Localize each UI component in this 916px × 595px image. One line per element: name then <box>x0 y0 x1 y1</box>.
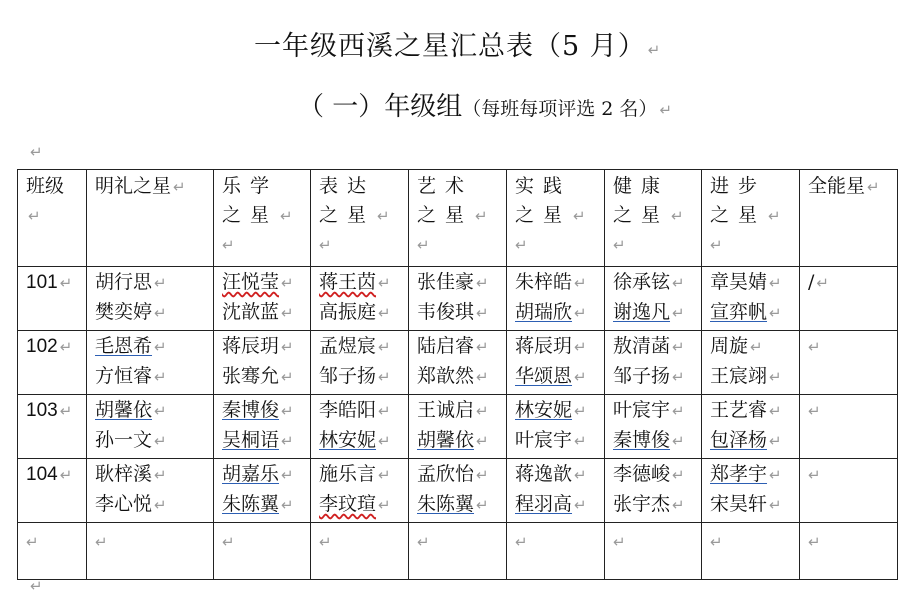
table-header-cell: 乐学之星 ↵ ↵ <box>214 170 311 267</box>
table-header-cell: 班级↵ <box>18 170 87 267</box>
student-name: 宣弈帆 ↵ <box>710 301 782 323</box>
student-name: 韦俊琪 ↵ <box>417 301 489 323</box>
table-cell <box>311 267 409 331</box>
empty-cell: ↵ <box>311 523 409 580</box>
student-name: 谢逸凡 ↵ <box>613 301 685 323</box>
student-name: 方恒睿 ↵ <box>95 365 167 387</box>
table-cell <box>214 459 311 523</box>
table-cell: ↵ <box>800 331 898 395</box>
empty-cell: ↵ <box>87 523 214 580</box>
page-title: 一年级西溪之星汇总表（5 月） ↵ <box>254 31 662 62</box>
class-cell: 103 ↵ <box>18 395 87 459</box>
table-row <box>18 395 898 459</box>
table-cell <box>409 395 507 459</box>
student-name: 沈歆蓝 ↵ <box>222 301 294 323</box>
student-name: 邹子扬 ↵ <box>319 365 391 387</box>
student-name: / ↵ <box>808 271 829 293</box>
student-name: 蒋逸歆 ↵ <box>515 463 587 485</box>
student-name: 章昊婧 ↵ <box>710 271 782 293</box>
table-cell <box>507 395 605 459</box>
student-name: 王艺睿 ↵ <box>710 399 782 421</box>
empty-cell: ↵ <box>702 523 800 580</box>
student-name: 孟煜宸 ↵ <box>319 335 391 357</box>
student-name: 吴桐语 ↵ <box>222 429 294 451</box>
student-name: 叶宸宇 ↵ <box>613 399 685 421</box>
paragraph-mark: ↵ <box>647 41 662 59</box>
student-name: 樊奕婷 ↵ <box>95 301 167 323</box>
student-name: 毛恩希 ↵ <box>95 335 167 357</box>
subtitle-note: （每班每项评选 2 名） <box>462 98 658 120</box>
table-header-cell: 表达之星 ↵ ↵ <box>311 170 409 267</box>
table-row <box>18 331 898 395</box>
table-header-cell: 进步之星 ↵ ↵ <box>702 170 800 267</box>
student-name: 华颂恩 ↵ <box>515 365 587 387</box>
class-cell: 102 ↵ <box>18 331 87 395</box>
student-name: 程羽高 ↵ <box>515 493 587 515</box>
student-name: 宋昊轩 ↵ <box>710 493 782 515</box>
student-name: 郑歆然 ↵ <box>417 365 489 387</box>
table-row <box>18 267 898 331</box>
page-subtitle: （ 一）年级组（每班每项评选 2 名） ↵ <box>298 92 673 122</box>
student-name: 叶宸宇 ↵ <box>515 429 587 451</box>
student-name: 胡馨依 ↵ <box>417 429 489 451</box>
table-cell <box>311 395 409 459</box>
empty-cell: ↵ <box>507 523 605 580</box>
student-name: 林安妮 ↵ <box>515 399 587 421</box>
student-name: 李心悦 ↵ <box>95 493 167 515</box>
table-cell <box>507 267 605 331</box>
table-cell <box>214 267 311 331</box>
student-name: 施乐言 ↵ <box>319 463 391 485</box>
table-cell <box>605 395 702 459</box>
student-name: 张宇杰 ↵ <box>613 493 685 515</box>
student-name: 汪悦莹 ↵ <box>222 271 294 293</box>
student-name: 蒋辰玥 ↵ <box>222 335 294 357</box>
paragraph-mark: ↵ <box>659 101 673 119</box>
empty-cell: ↵ <box>409 523 507 580</box>
table-cell <box>409 267 507 331</box>
student-name: 李德峻 ↵ <box>613 463 685 485</box>
student-name: 胡嘉乐 ↵ <box>222 463 294 485</box>
table-header-cell: 实践之星 ↵ ↵ <box>507 170 605 267</box>
table-cell <box>409 459 507 523</box>
table-row <box>18 459 898 523</box>
student-name: 蒋辰玥 ↵ <box>515 335 587 357</box>
table-cell <box>87 267 214 331</box>
student-name: 朱陈翼 ↵ <box>417 493 489 515</box>
table-cell <box>311 331 409 395</box>
table-cell <box>87 331 214 395</box>
empty-cell: ↵ <box>605 523 702 580</box>
table-header-cell: 健康之星 ↵ ↵ <box>605 170 702 267</box>
empty-cell: ↵ <box>800 523 898 580</box>
student-name: 朱陈翼 ↵ <box>222 493 294 515</box>
student-name: 张佳豪 ↵ <box>417 271 489 293</box>
student-name: 朱梓皓 ↵ <box>515 271 587 293</box>
table-cell <box>311 459 409 523</box>
student-name: 周旋 ↵ <box>710 335 763 357</box>
class-cell: 101 ↵ <box>18 267 87 331</box>
student-name: 胡行思 ↵ <box>95 271 167 293</box>
empty-cell: ↵ <box>214 523 311 580</box>
student-name: 林安妮 ↵ <box>319 429 391 451</box>
table-cell <box>702 267 800 331</box>
student-name: 王宸翊 ↵ <box>710 365 782 387</box>
summary-table <box>17 169 898 580</box>
class-cell: 104 ↵ <box>18 459 87 523</box>
student-name: 高振庭 ↵ <box>319 301 391 323</box>
student-name: 包泽杨 ↵ <box>710 429 782 451</box>
student-name: 孙一文 ↵ <box>95 429 167 451</box>
table-cell: ↵ <box>800 395 898 459</box>
table-cell <box>87 459 214 523</box>
table-header-cell: 全能星 ↵ <box>800 170 898 267</box>
student-name: 胡瑞欣 ↵ <box>515 301 587 323</box>
empty-paragraph: ↵ <box>30 143 43 161</box>
table-cell <box>800 267 898 331</box>
student-name: 王诚启 ↵ <box>417 399 489 421</box>
table-header-cell: 艺术之星 ↵ ↵ <box>409 170 507 267</box>
table-header-cell: 明礼之星 ↵ <box>87 170 214 267</box>
empty-paragraph: ↵ <box>30 577 43 595</box>
table-cell <box>214 395 311 459</box>
student-name: 敖清菡 ↵ <box>613 335 685 357</box>
student-name: 胡馨依 ↵ <box>95 399 167 421</box>
student-name: 秦博俊 ↵ <box>613 429 685 451</box>
student-name: 李玟瑄 ↵ <box>319 493 391 515</box>
student-name: 孟欣怡 ↵ <box>417 463 489 485</box>
student-name: 李皓阳 ↵ <box>319 399 391 421</box>
student-name: 蒋王苬 ↵ <box>319 271 391 293</box>
table-cell <box>605 331 702 395</box>
table-cell <box>87 395 214 459</box>
table-cell <box>605 267 702 331</box>
table-cell: ↵ <box>800 459 898 523</box>
table-cell <box>605 459 702 523</box>
student-name: 郑孝宇 ↵ <box>710 463 782 485</box>
table-cell <box>702 459 800 523</box>
student-name: 陆启睿 ↵ <box>417 335 489 357</box>
table-cell <box>507 459 605 523</box>
empty-cell: ↵ <box>18 523 87 580</box>
student-name: 张骞允 ↵ <box>222 365 294 387</box>
student-name: 耿梓溪 ↵ <box>95 463 167 485</box>
table-cell <box>702 395 800 459</box>
table-cell <box>214 331 311 395</box>
student-name: 徐承铉 ↵ <box>613 271 685 293</box>
table-cell <box>507 331 605 395</box>
student-name: 邹子扬 ↵ <box>613 365 685 387</box>
table-cell <box>409 331 507 395</box>
table-cell <box>702 331 800 395</box>
student-name: 秦博俊 ↵ <box>222 399 294 421</box>
